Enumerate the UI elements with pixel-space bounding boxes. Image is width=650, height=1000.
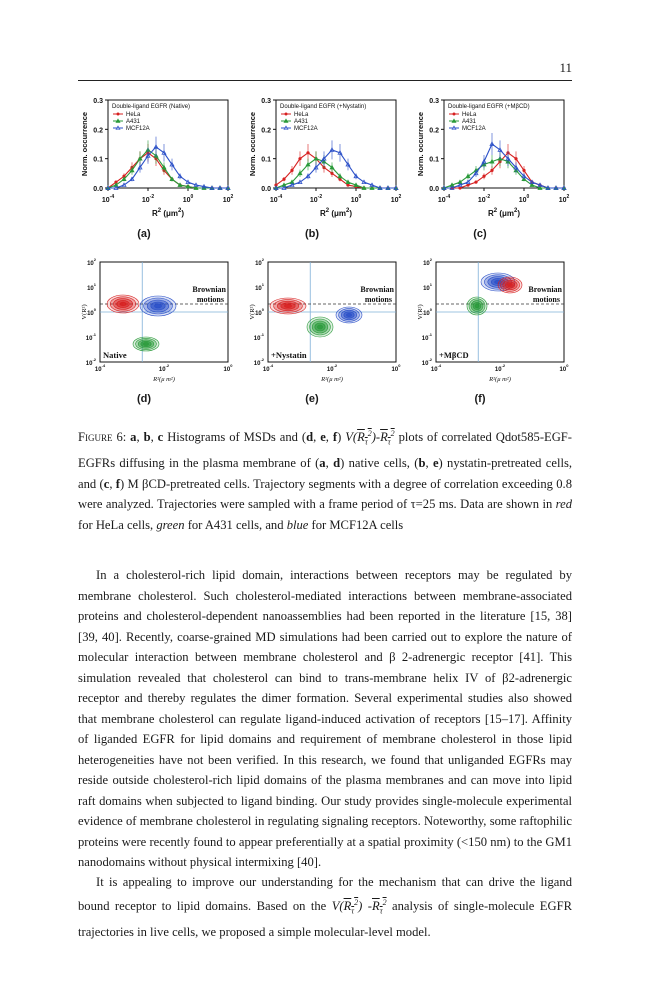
caption-ref-e: e <box>320 430 326 445</box>
legend-marker <box>117 113 120 116</box>
y-axis-label: Norm. occurrence <box>80 111 89 177</box>
legend-label: MCF12A <box>294 126 318 132</box>
y-axis-label: V(R²) <box>417 304 424 320</box>
data-point <box>298 157 301 160</box>
y-tick-label: 0.2 <box>93 127 103 135</box>
y-tick-label: $10^0$ <box>87 307 96 317</box>
contour-panel-d <box>78 256 238 386</box>
caption-text: ) nystatin-pretreated cells, and ( <box>78 456 573 491</box>
data-point <box>306 151 309 154</box>
data-point <box>282 178 285 181</box>
y-tick-label: 0.1 <box>93 156 103 164</box>
caption-ref-f: f <box>332 430 338 445</box>
contour-blob <box>336 307 362 323</box>
y-axis-label: Norm. occurrence <box>416 111 425 177</box>
y-axis-label: Norm. occurrence <box>248 111 257 177</box>
caption-text: ) native cells, ( <box>340 456 419 471</box>
y-tick-label: 0.0 <box>429 186 439 193</box>
brownian-label: Brownian <box>192 285 226 294</box>
caption-ref-f: f <box>115 476 120 491</box>
data-point <box>490 169 493 172</box>
caption-text: for A431 cells, and <box>184 517 287 532</box>
y-axis-label: V(R²) <box>81 304 88 320</box>
legend-label: A431 <box>126 119 141 125</box>
caption-text: Histograms of MSDs and ( <box>163 430 307 445</box>
y-tick-label: $10^0$ <box>255 307 264 317</box>
legend-label: MCF12A <box>126 126 150 132</box>
caption-blue: blue <box>286 517 309 532</box>
caption-ref-b: b <box>143 430 151 445</box>
caption-red: red <box>555 497 572 512</box>
data-point <box>362 186 366 190</box>
y-tick-label: $10^2$ <box>423 257 432 267</box>
panel-label-c: (c) <box>473 228 487 240</box>
y-tick-label: $10^{-2}$ <box>85 357 96 367</box>
legend-label: MCF12A <box>462 126 486 132</box>
x-tick-label: $10^{-4}$ <box>269 194 283 204</box>
x-axis-label: R²(μ m²) <box>489 376 511 383</box>
contour-blob <box>498 277 522 293</box>
y-tick-label: $10^0$ <box>423 307 432 317</box>
data-point <box>186 185 190 189</box>
series-line-hela <box>276 153 396 188</box>
caption-ref-e: e <box>432 456 439 471</box>
caption-ref-d: d <box>306 430 314 445</box>
series-line-mcf12a <box>108 147 228 188</box>
contour-panel-e <box>246 256 406 386</box>
caption-ref-a: a <box>130 430 137 445</box>
legend-label: HeLa <box>462 112 477 118</box>
y-tick-label: $10^1$ <box>255 282 264 292</box>
y-tick-label: $10^{-1}$ <box>421 332 432 342</box>
y-tick-label: 0.3 <box>261 98 271 105</box>
x-tick-label: $10^0$ <box>350 194 362 204</box>
x-tick-label: $10^{-2}$ <box>309 194 323 204</box>
brownian-label: motions <box>364 295 392 304</box>
page-number: 11 <box>559 60 572 75</box>
y-tick-label: $10^2$ <box>87 257 96 267</box>
brownian-label: motions <box>532 295 560 304</box>
x-axis-label: R²(μ m²) <box>321 376 343 383</box>
contour-level <box>143 343 148 346</box>
x-tick-label: $10^0$ <box>223 363 233 373</box>
x-tick-label: $10^0$ <box>518 194 530 204</box>
contour-panel-f <box>414 256 574 386</box>
x-axis-label: $R^2$ $(\mu m^2)$ <box>319 208 353 218</box>
data-point <box>482 175 485 178</box>
data-point <box>290 169 293 172</box>
caption-ref-d: d <box>333 456 341 471</box>
data-point <box>354 183 358 187</box>
panel-label-f: (f) <box>474 393 486 405</box>
x-tick-label: $10^2$ <box>390 194 402 204</box>
data-point <box>522 169 525 172</box>
caption-ref-b: b <box>418 456 426 471</box>
histogram-svg <box>414 92 574 222</box>
x-tick-label: $10^0$ <box>391 363 401 373</box>
condition-label: +Nystatin <box>271 350 307 360</box>
condition-label: +MβCD <box>439 350 469 360</box>
panel-label-a: (a) <box>137 228 151 240</box>
histogram-panel-b <box>246 92 406 222</box>
y-tick-label: $10^1$ <box>423 282 432 292</box>
contour-blob <box>140 296 176 316</box>
legend-marker <box>453 113 456 116</box>
caption-text: ) <box>337 430 346 445</box>
x-axis-label: $R^2$ $(\mu m^2)$ <box>151 208 185 218</box>
histogram-svg <box>246 92 406 222</box>
x-tick-label: $10^{-2}$ <box>494 363 506 373</box>
y-tick-label: 0.0 <box>93 186 103 193</box>
series-line-mcf12a <box>444 144 564 188</box>
contour-svg <box>246 256 406 386</box>
histogram-svg <box>78 92 238 222</box>
contour-blob <box>467 297 487 315</box>
series-line-mcf12a <box>276 150 396 188</box>
contour-blob <box>307 317 333 337</box>
x-tick-label: $10^2$ <box>558 194 570 204</box>
panel-label-e: (e) <box>305 393 319 405</box>
legend-label: HeLa <box>126 112 141 118</box>
contour-svg <box>414 256 574 386</box>
y-tick-label: $10^{-1}$ <box>253 332 264 342</box>
histogram-panel-a <box>78 92 238 222</box>
data-point <box>474 181 477 184</box>
x-axis-label: $R^2$ $(\mu m^2)$ <box>487 208 521 218</box>
contour-level <box>346 313 351 316</box>
data-point <box>514 157 517 160</box>
panel-label-b: (b) <box>304 228 320 240</box>
contour-blob <box>107 295 139 313</box>
contour-level <box>120 302 126 306</box>
caption-text: for MCF12A cells <box>308 517 404 532</box>
histogram-panel-c <box>414 92 574 222</box>
y-axis-label: V(R²) <box>249 304 256 320</box>
x-tick-label: $10^{-2}$ <box>158 363 170 373</box>
y-tick-label: 0.2 <box>261 127 271 135</box>
contour-svg <box>78 256 238 386</box>
y-tick-label: $10^2$ <box>255 257 264 267</box>
legend-label: HeLa <box>294 112 309 118</box>
x-tick-label: $10^{-4}$ <box>262 363 274 373</box>
y-tick-label: $10^{-2}$ <box>253 357 264 367</box>
contour-level <box>475 304 479 308</box>
caption-ref-c: c <box>157 430 164 445</box>
x-tick-label: $10^{-2}$ <box>326 363 338 373</box>
y-tick-label: 0.1 <box>429 156 439 164</box>
x-tick-label: $10^{-4}$ <box>101 194 115 204</box>
contour-level <box>317 325 322 329</box>
brownian-label: motions <box>196 295 224 304</box>
panel-label-d: (d) <box>136 393 152 405</box>
legend-label: A431 <box>294 119 309 125</box>
y-tick-label: 0.3 <box>93 98 103 105</box>
body-paragraph-1: In a cholesterol-rich lipid domain, interactions between receptors may be regulated by membrane cholesterol. Such cholesterol-mediated interactions between membrane-associated proteins and cholesterol-dependent nanoassemblies had been reported in the literature [15, 38] [39, 40]. Recently, coarse-grained MD simulations had been carried out to explore the nature of molecular interaction between membrane cholesterol and β 2-adrenergic receptor [41]. This simulation revealed that cholesterol can bind to trans-membrane helix IV of β2-adrenergic receptor and thereby regulates the dimer formation. Several experimental studies also showed that membrane cholesterol can regulate ligand-induced activation of receptors [15–17]. Affinity of liganded EGFR for lipid domains and requirement of membrane cholesterol in those lipid heterogeneities have not been verified. In this research, we found that unliganded EGFRs may reside outside cholesterol-rich lipid domains of the plasma membranes and can move into lipid raft domains when subjected to ligand binding. Our study provides single-molecule experimental evidence of membrane cholesterol in regulating signaling receptors. Noteworthy, some raftophilic proteins were recently found to appear preferentially at a spatial proximity (<150 nm) to the GM1 nanodomains without physical intermixing [40]. <box>78 568 572 869</box>
x-tick-label: $10^{-2}$ <box>477 194 491 204</box>
condition-label: Native <box>103 350 127 360</box>
brownian-label: Brownian <box>528 285 562 294</box>
contour-level <box>284 304 291 307</box>
legend-marker <box>285 113 288 116</box>
x-tick-label: $10^0$ <box>182 194 194 204</box>
contour-level <box>508 283 513 286</box>
x-tick-label: $10^{-4}$ <box>94 363 106 373</box>
x-axis-label: R²(μ m²) <box>153 376 175 383</box>
y-tick-label: 0.2 <box>429 127 439 135</box>
x-tick-label: $10^2$ <box>222 194 234 204</box>
contour-blob <box>133 337 159 351</box>
y-tick-label: 0.3 <box>429 98 439 105</box>
y-tick-label: 0.1 <box>261 156 271 164</box>
caption-text: plots of correlated Qdot585-EGF-EGFRs diffusing in the plasma membrane of ( <box>78 430 573 471</box>
legend-label: A431 <box>462 119 477 125</box>
y-tick-label: $10^1$ <box>87 282 96 292</box>
series-line-hela <box>444 153 564 188</box>
y-tick-label: $10^{-2}$ <box>421 357 432 367</box>
contour-level <box>154 304 161 308</box>
legend-title: Double-ligand EGFR (Native) <box>112 104 191 110</box>
x-tick-label: $10^{-4}$ <box>430 363 442 373</box>
caption-ref-c: c <box>103 476 110 491</box>
figure-caption: Figure 6: a, b, c Histograms of MSDs and (d, e, f) $V(R_\tau^2)-R_\tau^2$ plots of correlated Qdot585-EGF-EGFRs diffusing in the plasma membrane of (a, d) native cells, (b, e) nystatin-pretreated cells, and (c, f) M βCD-pretreated cells. Trajectory segments with a degree of correlation exceeding 0.8 were analyzed. Trajectories were sampled with a frame period of τ=25 ms. Data are shown in red for HeLa cells, green for A431 cells, and blue for MCF12A cells <box>78 429 573 532</box>
series-line-a431 <box>108 150 228 188</box>
y-tick-label: 0.0 <box>261 186 271 193</box>
legend-title: Double-ligand EGFR (+MβCD) <box>448 104 530 110</box>
caption-text: for HeLa cells, <box>78 517 157 532</box>
header-rule <box>78 80 572 81</box>
body-paragraph-2: It is appealing to improve our understanding for the mechanism that can drive the ligand bound receptor to lipid domains. Based on the $V(R_\tau^2)$ $-R_\tau^2$ analysis of single-molecule EGFR trajectories in live cells, we proposed a simple molecular-level model. <box>78 875 572 939</box>
contour-blob <box>270 298 306 314</box>
figure-label: Figure 6: <box>78 430 127 445</box>
data-point <box>490 160 494 164</box>
x-tick-label: $10^0$ <box>559 363 569 373</box>
brownian-label: Brownian <box>360 285 394 294</box>
caption-ref-a: a <box>319 456 326 471</box>
x-tick-label: $10^{-2}$ <box>141 194 155 204</box>
caption-green: green <box>156 517 185 532</box>
legend-title: Double-ligand EGFR (+Nystatin) <box>280 104 367 110</box>
y-tick-label: $10^{-1}$ <box>85 332 96 342</box>
caption-text: ) M βCD-pretreated cells. Trajectory segments with a degree of correlation exceeding 0.8 were analyzed. Trajectories were sampled with a frame period of τ=25 ms. Data are shown in <box>78 476 573 512</box>
formula: $V(R_\tau^2)-R_\tau^2$ <box>345 429 395 447</box>
x-tick-label: $10^{-4}$ <box>437 194 451 204</box>
